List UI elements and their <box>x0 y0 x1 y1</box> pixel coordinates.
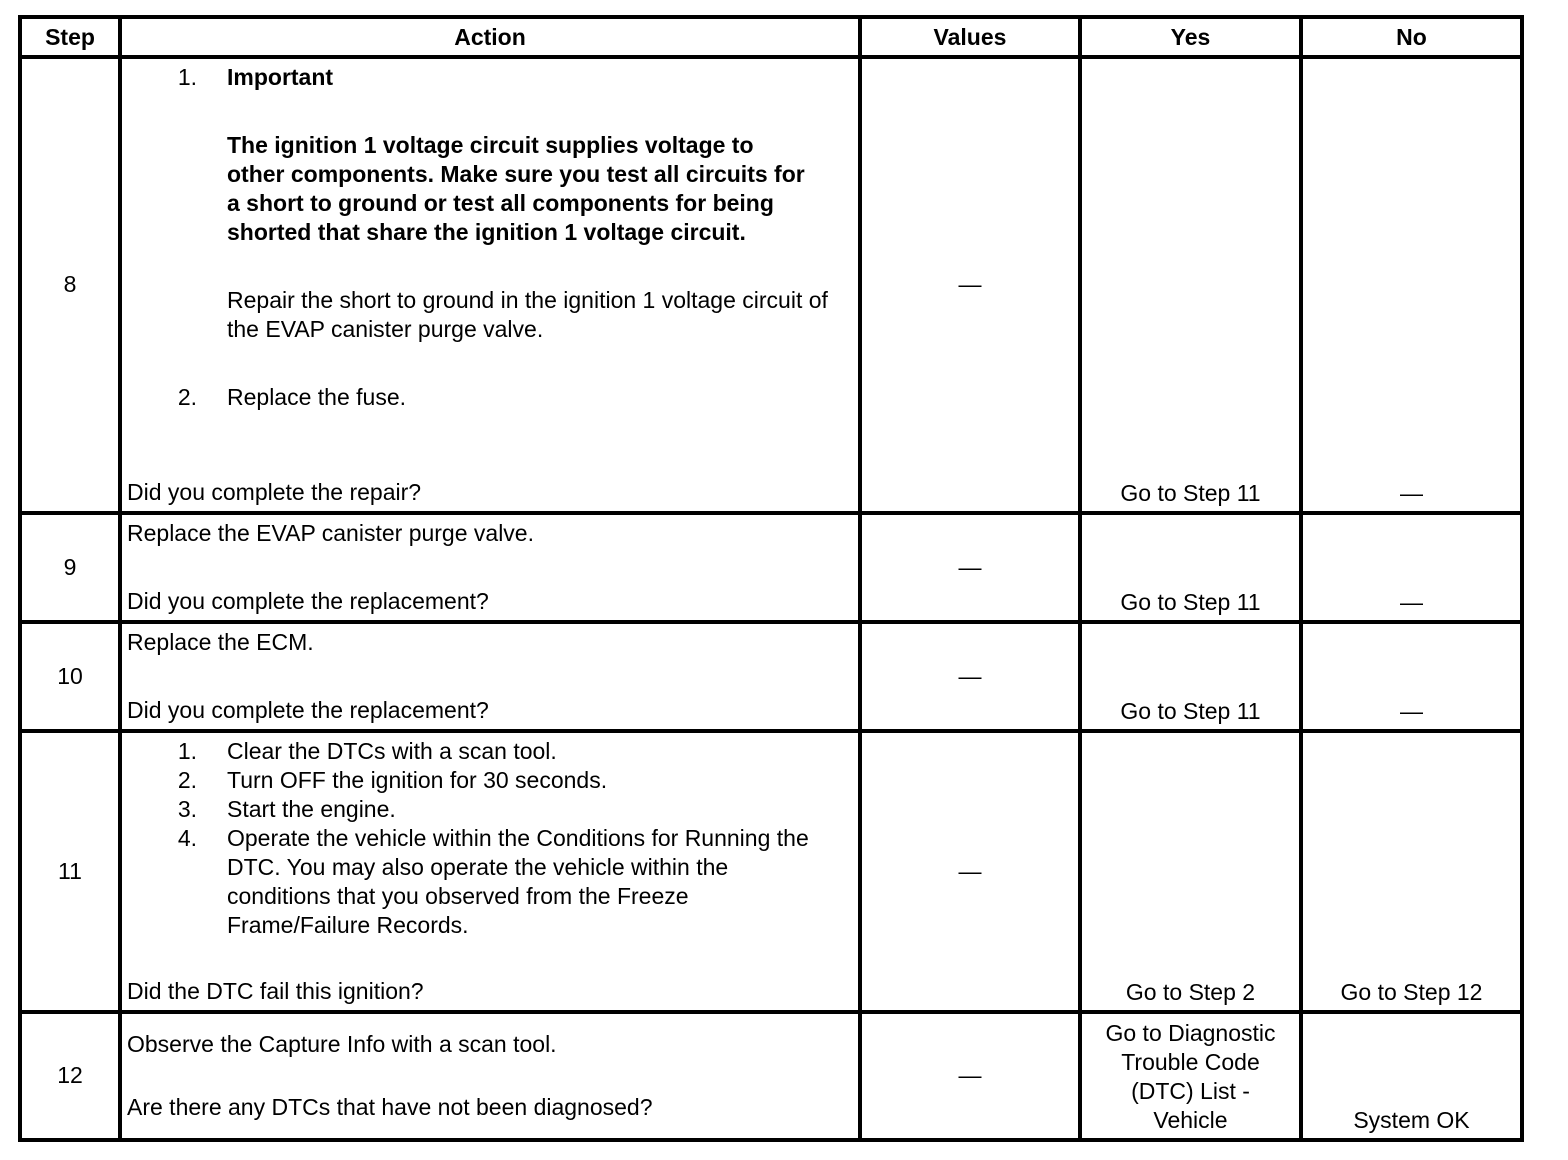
no-cell: Go to Step 12 <box>1301 731 1522 1012</box>
table-row-step-9 <box>20 513 1522 622</box>
question-text: Did the DTC fail this ignition? <box>127 977 424 1004</box>
step-number: 8 <box>20 57 120 513</box>
values-cell: — <box>860 1012 1080 1140</box>
step-number: 9 <box>20 513 120 622</box>
item-number: 1. <box>177 64 197 90</box>
item-number: 1. <box>177 738 197 765</box>
important-text: The ignition 1 voltage circuit supplies voltage to other components. Make sure you test all circuits for a short to ground or test all components for being shorted that share the ignition 1 voltage circuit. <box>227 132 805 245</box>
yes-cell: Go to Step 11 <box>1080 57 1301 513</box>
list-item <box>127 383 854 412</box>
diagnostic-table-sheet <box>18 15 1520 1142</box>
item-number: 3. <box>177 796 197 823</box>
list-item <box>127 824 824 940</box>
diagnostic-table <box>18 15 1524 1142</box>
question-text: Did you complete the repair? <box>127 478 422 505</box>
action-text: Observe the Capture Info with a scan tool. <box>127 1030 557 1057</box>
action-cell <box>120 57 860 513</box>
list-item <box>127 795 824 824</box>
action-cell <box>120 731 860 1012</box>
table-row-step-10 <box>20 622 1522 731</box>
table-row-step-8 <box>20 57 1522 513</box>
step-number: 12 <box>20 1012 120 1140</box>
item-text: Turn OFF the ignition for 30 seconds. <box>227 767 608 794</box>
yes-cell: Go to Step 11 <box>1080 513 1301 622</box>
no-cell: — <box>1301 622 1522 731</box>
values-cell: — <box>860 513 1080 622</box>
header-yes: Yes <box>1080 17 1301 57</box>
item-number: 2. <box>177 384 197 410</box>
repair-text: Repair the short to ground in the ignition 1 voltage circuit of the EVAP canister purge valve. <box>227 287 828 342</box>
question-text: Did you complete the replacement? <box>127 697 489 724</box>
action-cell <box>120 1012 860 1140</box>
values-cell: — <box>860 57 1080 513</box>
item-number: 2. <box>177 767 197 794</box>
list-item <box>127 63 854 344</box>
no-cell: — <box>1301 513 1522 622</box>
list-item <box>127 737 824 766</box>
table-row-step-11 <box>20 731 1522 1012</box>
no-cell: System OK <box>1301 1012 1522 1140</box>
table-row-step-12 <box>20 1012 1522 1140</box>
action-text: Replace the EVAP canister purge valve. <box>127 519 534 546</box>
header-row <box>20 17 1522 57</box>
no-cell: — <box>1301 57 1522 513</box>
yes-cell: Go to Diagnostic Trouble Code (DTC) List - Vehicle <box>1080 1012 1301 1140</box>
action-cell <box>120 513 860 622</box>
item-number: 4. <box>177 825 197 852</box>
values-cell: — <box>860 731 1080 1012</box>
yes-cell: Go to Step 2 <box>1080 731 1301 1012</box>
header-action: Action <box>120 17 860 57</box>
item-text: Clear the DTCs with a scan tool. <box>227 738 557 765</box>
list-item <box>127 766 824 795</box>
item-text: Replace the fuse. <box>227 384 407 410</box>
step-number: 11 <box>20 731 120 1012</box>
important-title: Important <box>227 64 334 90</box>
question-text: Are there any DTCs that have not been diagnosed? <box>127 1094 653 1120</box>
item-text: Start the engine. <box>227 796 396 823</box>
header-step: Step <box>20 17 120 57</box>
question-text: Did you complete the replacement? <box>127 588 489 615</box>
step-number: 10 <box>20 622 120 731</box>
header-no: No <box>1301 17 1522 57</box>
item-text: Operate the vehicle within the Conditions for Running the DTC. You may also operate the vehicle within the conditions that you observed from the Freeze Frame/Failure Records. <box>227 825 809 939</box>
yes-cell: Go to Step 11 <box>1080 622 1301 731</box>
header-values: Values <box>860 17 1080 57</box>
action-cell <box>120 622 860 731</box>
values-cell: — <box>860 622 1080 731</box>
action-text: Replace the ECM. <box>127 629 314 656</box>
